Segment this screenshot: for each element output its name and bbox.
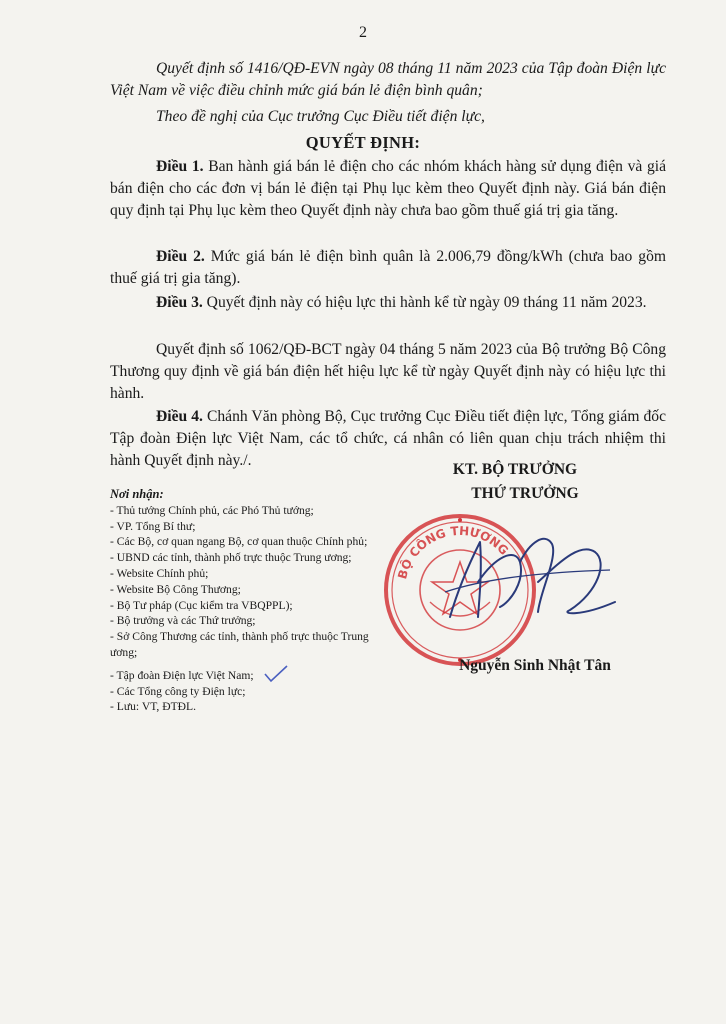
article-1-text: Ban hành giá bán lẻ điện cho các nhóm khách hàng sử dụng điện và giá bán điện cho các đơn vị bán lẻ điện tại Phụ lục kèm theo Quyết định này. Giá bán điện quy định tại Phụ lục kèm theo Quyết định này chưa bao gồm thuế giá trị gia tăng. [110, 158, 667, 219]
article-4-text: Chánh Văn phòng Bộ, Cục trưởng Cục Điều tiết điện lực, Tổng giám đốc Tập đoàn Điện lực Việt Nam, các tổ chức, cá nhân có liên quan chịu trách nhiệm thi hành Quyết định này./. [110, 408, 666, 469]
recipient-item: - Thủ tướng Chính phủ, các Phó Thủ tướng; [110, 503, 314, 517]
handwritten-signature-icon [420, 522, 620, 622]
page-number: 2 [359, 24, 367, 41]
recipient-item [110, 661, 380, 684]
recipient-item: - Website Chính phủ; [110, 566, 209, 580]
preamble-basis-1 [110, 58, 666, 102]
recipient-item-text: - Tập đoàn Điện lực Việt Nam; [110, 668, 254, 682]
recipient-item: - Website Bộ Công Thương; [110, 582, 241, 596]
recipient-item: - UBND các tỉnh, thành phố trực thuộc Trung ương; [110, 551, 352, 565]
article-2-label: Điều 2. [156, 248, 205, 265]
article-2-text: Mức giá bán lẻ điện bình quân là 2.006,79 đồng/kWh (chưa bao gồm thuế giá trị gia tăng). [110, 248, 666, 287]
recipient-item: - Bộ trưởng và các Thứ trưởng; [110, 614, 256, 628]
signer-name: Nguyễn Sinh Nhật Tân [459, 657, 611, 674]
signature-line-1: KT. BỘ TRƯỞNG [452, 461, 578, 478]
seal-text: BỘ CÔNG THƯƠNG [395, 523, 512, 581]
article-1 [110, 156, 666, 222]
article-3-label: Điều 3. [156, 294, 203, 311]
recipient-item: - Lưu: VT, ĐTĐL. [110, 700, 197, 714]
recipient-item: - Các Tổng công ty Điện lực; [110, 684, 246, 698]
recipient-item: - Sở Công Thương các tỉnh, thành phố trực thuộc Trung ương; [110, 630, 369, 659]
article-3-extra-text: Quyết định số 1062/QĐ-BCT ngày 04 tháng 5 năm 2023 của Bộ trưởng Bộ Công Thương quy định về giá bán điện hết hiệu lực kể từ ngày Quyết định này có hiệu lực thi hành. [110, 341, 666, 402]
preamble-basis-2 [110, 106, 666, 128]
recipients-list [110, 487, 380, 715]
preamble-basis-1-text: Quyết định số 1416/QĐ-EVN ngày 08 tháng 11 năm 2023 của Tập đoàn Điện lực Việt Nam về việc điều chỉnh mức giá bán lẻ điện bình quân; [110, 60, 666, 99]
article-4-label: Điều 4. [156, 408, 203, 425]
signature-line-2: THỨ TRƯỞNG [471, 485, 579, 502]
article-3-extra [110, 339, 666, 405]
recipients-heading: Nơi nhận: [110, 487, 164, 501]
checkmark-icon [263, 665, 289, 683]
recipient-item: - Các Bộ, cơ quan ngang Bộ, cơ quan thuộc Chính phủ; [110, 535, 368, 549]
article-1-label: Điều 1. [156, 158, 204, 175]
recipient-item: - Bộ Tư pháp (Cục kiểm tra VBQPPL); [110, 598, 293, 612]
recipient-item: - VP. Tổng Bí thư; [110, 519, 196, 533]
article-3-text: Quyết định này có hiệu lực thi hành kể từ ngày 09 tháng 11 năm 2023. [202, 294, 647, 311]
preamble-basis-2-text: Theo đề nghị của Cục trưởng Cục Điều tiết điện lực, [156, 108, 485, 125]
decision-title: QUYẾT ĐỊNH: [305, 133, 421, 152]
article-3 [110, 292, 666, 314]
article-2 [110, 246, 666, 290]
